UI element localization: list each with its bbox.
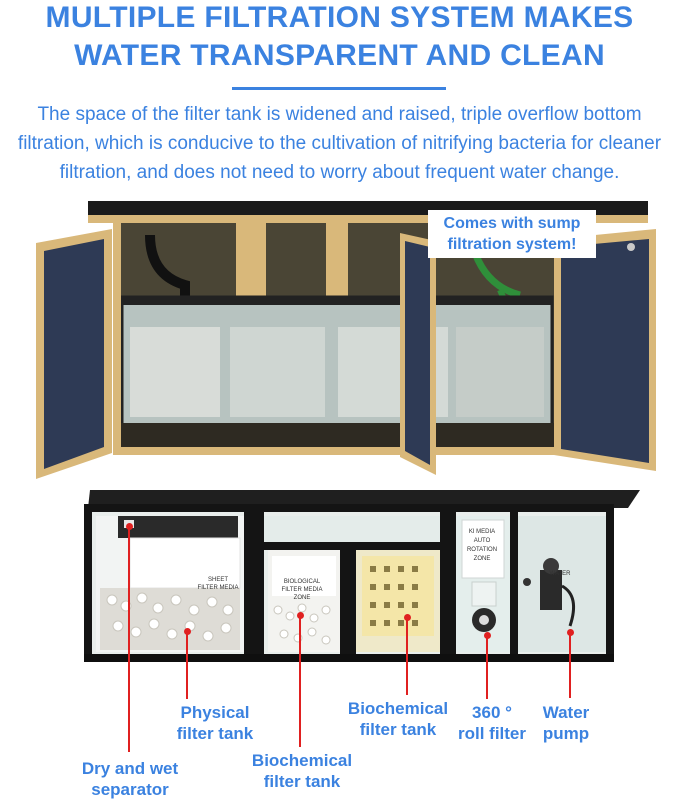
headline-line-2: WATER TRANSPARENT AND CLEAN: [74, 39, 605, 72]
label-roll-filter: 360 ° roll filter: [457, 703, 526, 743]
water-tag: WATER: [549, 571, 571, 577]
label-dry-wet-separator: Dry and wet separator: [81, 759, 179, 799]
label-water-pump: Water pump: [542, 703, 590, 743]
description: [10, 100, 669, 187]
sump-callout: [428, 210, 596, 258]
pointer-line-dry-wet: [128, 528, 130, 752]
dry-wet-separator-tray: [118, 516, 238, 538]
callout-line-2: filtration system!: [447, 236, 577, 253]
label-biochemical-filter-tank-b: Biochemical filter tank: [347, 699, 449, 739]
sheet-media-tag: SHEET FILTER MEDIA: [197, 577, 239, 591]
label-physical-filter-tank: Physical filter tank: [176, 703, 254, 743]
headline-divider: [232, 87, 446, 90]
pointer-line-biochem-b: [406, 619, 408, 695]
description-line-2: filtration, which is conducive to the cultivation of nitrifying bacteria for cleaner: [17, 133, 662, 154]
auto-rotation-tag: KI MEDIA AUTO ROTATION ZONE: [466, 529, 498, 562]
headline-line-1: MULTIPLE FILTRATION SYSTEM MAKES: [45, 1, 634, 34]
description-line-3: filtration, and does not need to worry about frequent water change.: [59, 162, 620, 183]
pointer-line-physical: [186, 633, 188, 699]
bio-media-tag: BIOLOGICAL FILTER MEDIA ZONE: [281, 579, 323, 601]
pointer-line-pump: [569, 634, 571, 698]
label-biochemical-filter-tank-a: Biochemical filter tank: [251, 751, 353, 791]
pointer-line-biochem-a: [299, 617, 301, 747]
description-line-1: The space of the filter tank is widened and raised, triple overflow bottom: [37, 104, 642, 125]
callout-line-1: Comes with sump: [443, 215, 581, 232]
pointer-line-roll: [486, 637, 488, 699]
